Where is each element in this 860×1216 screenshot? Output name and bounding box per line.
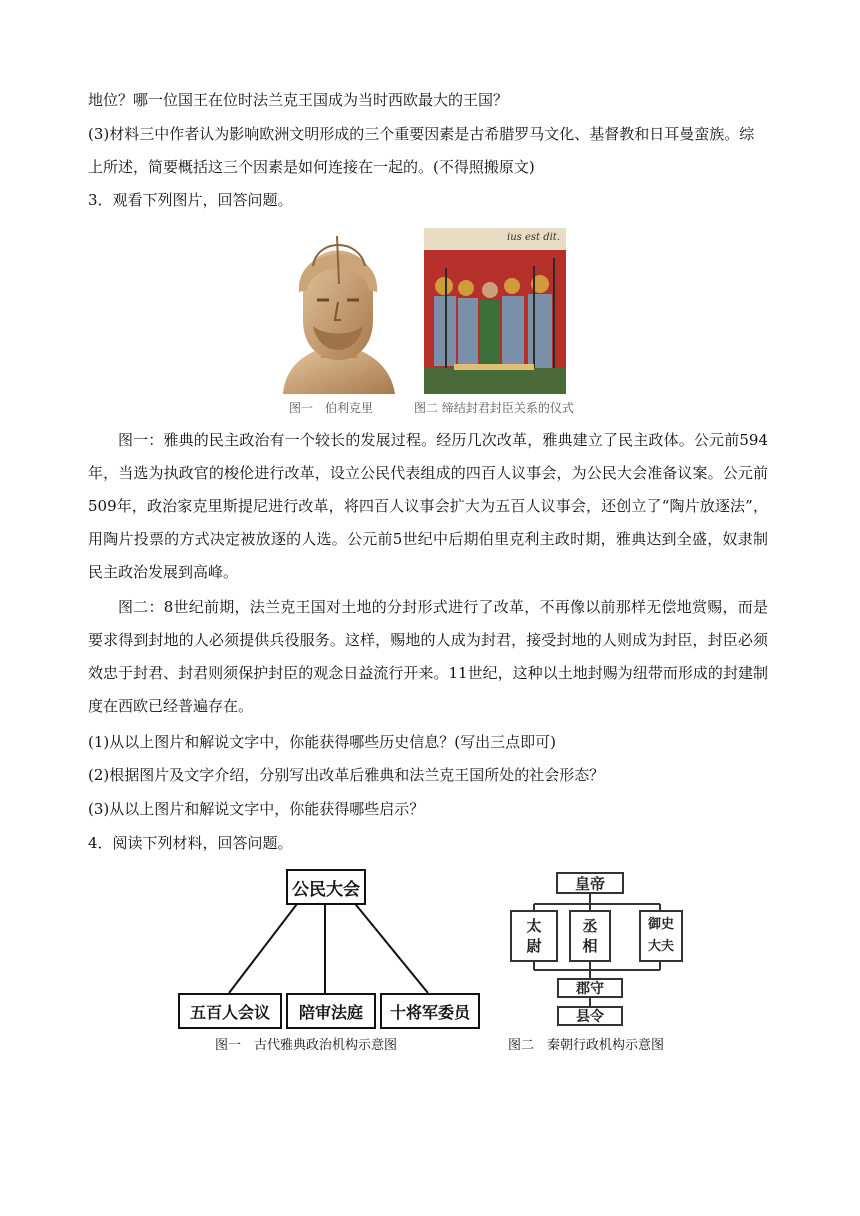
manuscript-inscription: ius est dit. <box>507 232 560 243</box>
censor-char-3: 大 <box>647 939 661 954</box>
council-of-500-box: 五百人会议 <box>178 993 282 1029</box>
emperor-box: 皇帝 <box>556 872 624 894</box>
ten-generals-box: 十将军委员 <box>380 993 480 1029</box>
question-4-title: 4．阅读下列材料，回答问题。 <box>88 834 293 852</box>
athens-diagram-caption: 图一 古代雅典政治机构示意图 <box>215 1038 398 1053</box>
censor-char-2: 史 <box>661 917 675 932</box>
question-3-1: (1)从以上图片和解说文字中，你能获得哪些历史信息？(写出三点即可) <box>88 733 556 751</box>
qin-diagram-caption: 图二 秦朝行政机构示意图 <box>508 1038 665 1053</box>
taiwei-box <box>510 910 558 962</box>
chancellor-box <box>569 910 611 962</box>
censor-box <box>639 910 683 962</box>
text-line-2: (3)材料三中作者认为影响欧洲文明形成的三个重要因素是古希腊罗马文化、基督教和日耳曼蛮族。综 <box>88 125 755 143</box>
paragraph-figure-1: 图一：雅典的民主政治有一个较长的发展过程。经历几次改革，雅典建立了民主政体。公元前594年，当选为执政官的梭伦进行改革，设立公民代表组成的四百人议事会，为公民大会准备议案。公元前509年，政治家克里斯提尼进行改革，将四百人议事会扩大为五百人议事会，还创立了“陶片放逐法”，用陶片投票的方式决定被放逐的人选。公元前5世纪中后期伯里克利主政时期，雅典达到全盛，奴隶制民主政治发展到高峰。 <box>88 431 768 581</box>
county-magistrate-box: 县令 <box>557 1006 623 1026</box>
citizens-assembly-box: 公民大会 <box>286 869 366 905</box>
jury-court-box: 陪审法庭 <box>286 993 376 1029</box>
censor-char-4: 夫 <box>661 939 675 954</box>
figure-1-caption: 图一 伯利克里 <box>289 401 374 415</box>
commandery-governor-box: 郡守 <box>557 978 623 998</box>
censor-char-1: 御 <box>647 917 661 932</box>
text-line-3: 上所述，简要概括这三个因素是如何连接在一起的。(不得照搬原文) <box>88 158 535 176</box>
text-line-1: 地位？哪一位国王在位时法兰克王国成为当时西欧最大的王国？ <box>88 91 509 109</box>
taiwei-char-1: 太 <box>526 917 542 935</box>
question-3-2: (2)根据图片及文字介绍，分别写出改革后雅典和法兰克王国所处的社会形态？ <box>88 766 605 784</box>
question-3-3: (3)从以上图片和解说文字中，你能获得哪些启示？ <box>88 800 425 818</box>
question-3-title: 3．观看下列图片，回答问题。 <box>88 191 293 209</box>
taiwei-char-2: 尉 <box>526 937 542 955</box>
chancellor-char-2: 相 <box>582 937 598 955</box>
paragraph-figure-2: 图二：8世纪前期，法兰克王国对土地的分封形式进行了改革，不再像以前那样无偿地赏赐，而是要求得到封地的人必须提供兵役服务。这样，赐地的人成为封君，接受封地的人则成为封臣，封臣必须效忠于封君、封君则须保护封臣的观念日益流行开来。11世纪，这种以土地封赐为纽带而形成的封建制度在西欧已经普遍存在。 <box>88 598 768 715</box>
figure-2-caption: 图二 缔结封君封臣关系的仪式 <box>414 401 574 415</box>
chancellor-char-1: 丞 <box>582 917 598 935</box>
